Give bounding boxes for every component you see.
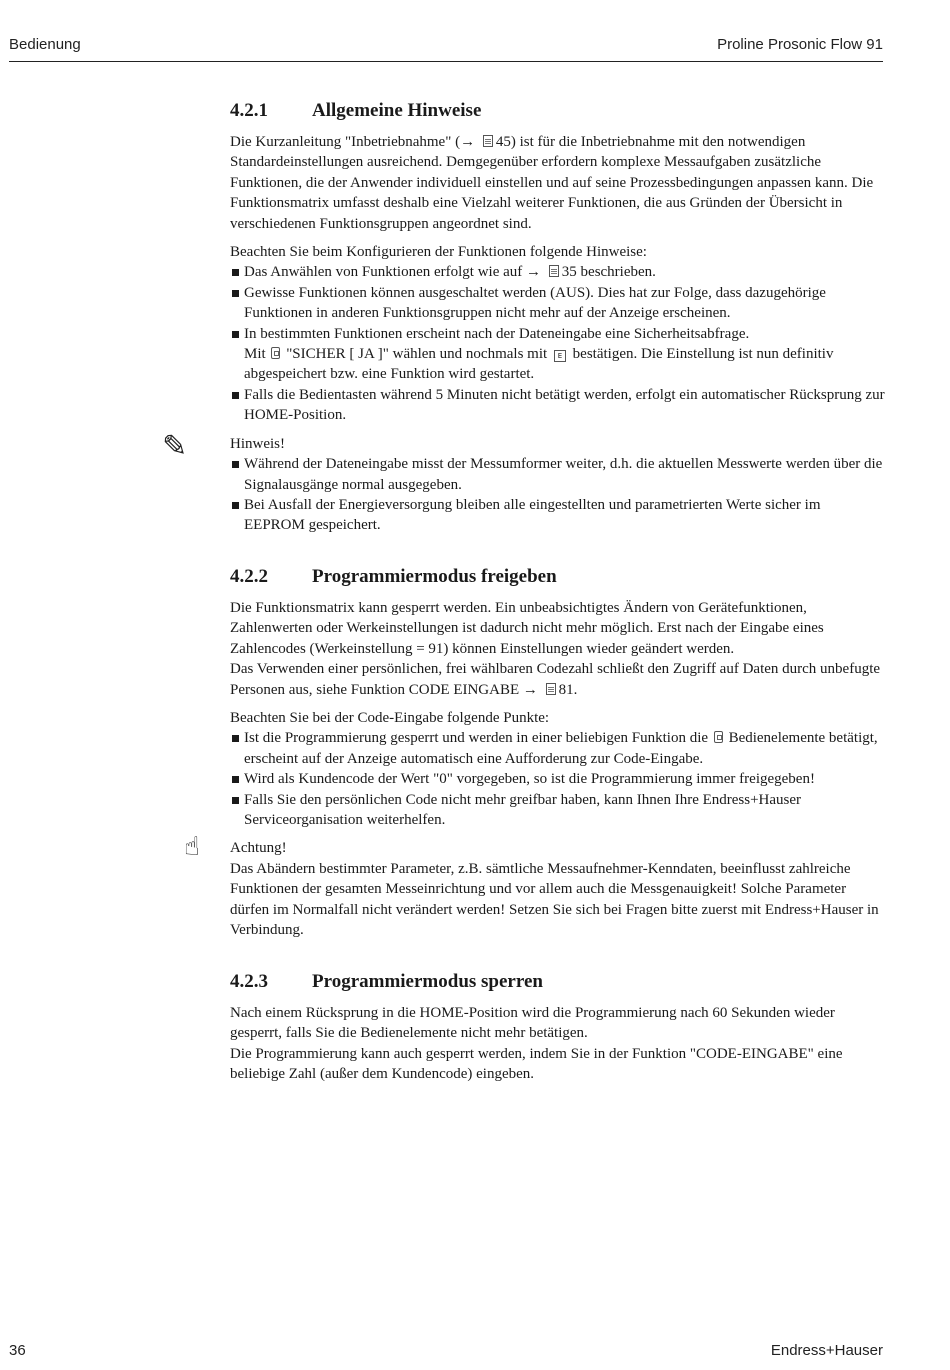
list-item: In bestimmten Funktionen erscheint nach der Dateneingabe eine Sicherheitsabfrage. Mit "SICHER [ JA ]" wählen und nochmals mit E bestätigen. Die Einstellung ist nun definitiv abgespeichert bzw. eine Funktion wird gestartet. <box>230 324 885 385</box>
paragraph: Nach einem Rücksprung in die HOME-Position wird die Programmierung nach 60 Sekunden wieder gesperrt, falls Sie die Bedienelemente nicht mehr betätigen. <box>230 1005 835 1042</box>
list-item: Das Anwählen von Funktionen erfolgt wie auf → 35 beschrieben. <box>230 262 885 282</box>
list-item: Bei Ausfall der Energieversorgung bleiben alle eingestellten und parametrierten Werte sicher im EEPROM gespeichert. <box>230 495 885 536</box>
hint-list <box>230 262 885 425</box>
section-4-2-3 <box>230 970 885 1085</box>
section-4-2-2 <box>230 565 885 941</box>
section-4-2-1 <box>230 99 885 536</box>
paragraph: Die Programmierung kann auch gesperrt werden, indem Sie in der Funktion "CODE-EINGABE" eine beliebige Zahl (außer dem Kundencode) eingeben. <box>230 1045 843 1083</box>
note-label: Hinweis! <box>230 435 285 452</box>
list-item: Falls Sie den persönlichen Code nicht mehr greifbar haben, kann Ihnen Ihre Endress+Hauser Serviceorganisation weiterhelfen. <box>230 790 885 831</box>
page-icon <box>546 683 556 695</box>
section-number: 4.2.2 <box>230 566 268 587</box>
list-intro: Beachten Sie beim Konfigurieren der Funktionen folgende Hinweise: <box>230 244 647 261</box>
list-item: Wird als Kundencode der Wert "0" vorgegeben, so ist die Programmierung immer freigegeben! <box>230 769 885 789</box>
caution-text: Das Abändern bestimmter Parameter, z.B. sämtliche Messaufnehmer-Kenndaten, beeinflusst zahlreiche Funktionen der gesamten Messeinrichtung und vor allem auch die Messgenauigkeit! Solche Parameter dürfen im Normalfall nicht verändert werden! Setzen Sie sich bei Fragen bitte zuerst mit Endress+Hauser in Verbindung. <box>230 860 879 939</box>
section-number: 4.2.1 <box>230 100 268 121</box>
footer-brand: Endress+Hauser <box>770 1342 883 1359</box>
caution-label: Achtung! <box>230 840 287 857</box>
section-title: Allgemeine Hinweise <box>312 100 482 121</box>
paragraph: Das Verwenden einer persönlichen, frei wählbaren Codezahl schließt den Zugriff auf Daten durch unbefugte Personen aus, siehe Funktion CODE EINGABE → 81. <box>230 661 881 698</box>
page-icon <box>483 135 493 147</box>
list-intro: Beachten Sie bei der Code-Eingabe folgende Punkte: <box>230 710 550 727</box>
page-icon <box>549 265 559 277</box>
pointing-hand-icon: ☝ <box>184 832 200 862</box>
paragraph: Die Funktionsmatrix kann gesperrt werden. Ein unbeabsichtigtes Ändern von Gerätefunktionen, Zahlenwerten oder Werkeinstellungen ist dadurch nicht mehr möglich. Erst nach der Eingabe eines Zahlencodes (Werkeinstellung = 91) können Einstellungen wieder geändert werden. <box>230 600 824 657</box>
page-ref: 35 <box>561 264 577 281</box>
section-title: Programmiermodus sperren <box>312 971 543 992</box>
page-ref: 45 <box>495 134 511 150</box>
list-item: Während der Dateneingabe misst der Messumformer weiter, d.h. die aktuellen Messwerte werden über die Signalausgänge normal ausgegeben. <box>230 454 885 495</box>
section-heading <box>230 565 885 589</box>
operating-keys-icon <box>714 731 723 743</box>
header-product: Proline Prosonic Flow 91 <box>717 36 883 53</box>
header-chapter: Bedienung <box>9 36 81 53</box>
note-list <box>230 454 885 536</box>
page-ref: 81. <box>558 681 578 698</box>
enter-key-icon: E <box>554 350 566 362</box>
paragraph: Die Kurzanleitung "Inbetriebnahme" (→ 45) ist für die Inbetriebnahme mit den notwendigen Standardeinstellungen ausreichend. Demgegenüber erfordern komplexe Messaufgaben zusätzliche Funktionen, die der Anwender individuell einstellen und auf seine Prozessbedingungen anpassen kann. Die Funktionsmatrix umfasst deshalb eine Vielzahl weiterer Funktionen, die aus Gründen der Übersicht in verschiedenen Funktionsgruppen angeordnet sind. <box>230 134 874 232</box>
section-heading <box>230 970 885 994</box>
section-heading <box>230 99 885 123</box>
list-item: Falls die Bedientasten während 5 Minuten nicht betätigt werden, erfolgt ein automatischer Rücksprung zur HOME-Position. <box>230 385 885 426</box>
operating-keys-icon <box>271 347 280 359</box>
list-item: Gewisse Funktionen können ausgeschaltet werden (AUS). Dies hat zur Folge, dass dazugehörige Funktionen in anderen Funktionsgruppen nicht mehr auf der Anzeige erscheinen. <box>230 283 885 324</box>
code-list <box>230 728 885 830</box>
list-item: Ist die Programmierung gesperrt und werden in einer beliebigen Funktion die Bedienelemente betätigt, erscheint auf der Anzeige automatisch eine Aufforderung zur Code-Eingabe. <box>230 728 885 769</box>
section-number: 4.2.3 <box>230 971 268 992</box>
header-rule <box>9 61 883 62</box>
section-title: Programmiermodus freigeben <box>312 566 557 587</box>
pencil-icon: ✎ <box>162 429 188 464</box>
page-number: 36 <box>9 1342 26 1359</box>
